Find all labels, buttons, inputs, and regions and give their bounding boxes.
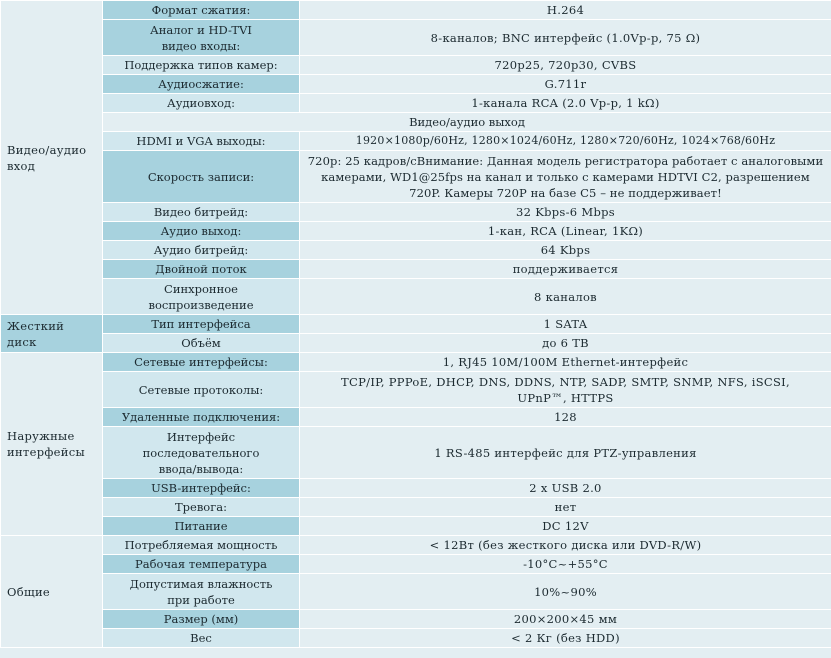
table-row — [1, 315, 831, 334]
table-row — [1, 94, 831, 113]
spec-value: -10°C~+55°C — [300, 555, 831, 574]
spec-value: 2 x USB 2.0 — [300, 479, 831, 498]
table-row — [1, 222, 831, 241]
spec-value: 8 каналов — [300, 279, 831, 315]
spec-value: 1, RJ45 10M/100M Ethernet-интерфейс — [300, 353, 831, 372]
spec-value: 1 RS-485 интерфейс для PTZ-управления — [300, 427, 831, 479]
spec-label: Удаленные подключения: — [103, 408, 300, 427]
table-row — [1, 203, 831, 222]
spec-value: 10%~90% — [300, 574, 831, 610]
spec-value: до 6 TB — [300, 334, 831, 353]
table-row — [1, 151, 831, 203]
specs-table-hdd — [0, 314, 831, 353]
spec-label: Вес — [103, 629, 300, 648]
spec-label: Синхронное воспроизведение — [103, 279, 300, 315]
spec-value: TCP/IP, PPPoE, DHCP, DNS, DDNS, NTP, SADP, SMTP, SNMP, NFS, iSCSI, UPnP™, HTTPS — [300, 372, 831, 408]
table-row — [1, 56, 831, 75]
spec-label: Видео битрейд: — [103, 203, 300, 222]
table-row — [1, 574, 831, 610]
spec-value: G.711r — [300, 75, 831, 94]
spec-value: 1920×1080p/60Hz, 1280×1024/60Hz, 1280×720/60Hz, 1024×768/60Hz — [300, 132, 831, 151]
spec-value: 32 Kbps-6 Mbps — [300, 203, 831, 222]
spec-label: Допустимая влажность при работе — [103, 574, 300, 610]
table-row — [1, 132, 831, 151]
spec-label: Двойной поток — [103, 260, 300, 279]
table-row — [1, 241, 831, 260]
spec-label: Аудио выход: — [103, 222, 300, 241]
spec-value: 128 — [300, 408, 831, 427]
spec-label: Аналог и HD-TVI видео входы: — [103, 20, 300, 56]
spec-label: Тревога: — [103, 498, 300, 517]
table-row — [1, 408, 831, 427]
spec-value: 720p25, 720p30, CVBS — [300, 56, 831, 75]
specs-table-general — [0, 535, 831, 648]
table-row — [1, 279, 831, 315]
table-row — [1, 20, 831, 56]
spec-label: Питание — [103, 517, 300, 536]
spec-label: Интерфейс последовательного ввода/вывода: — [103, 427, 300, 479]
spec-label: HDMI и VGA выходы: — [103, 132, 300, 151]
spec-label: Аудиовход: — [103, 94, 300, 113]
section-subheader: Видео/аудио выход — [103, 113, 831, 132]
table-row — [1, 113, 831, 132]
spec-value: DC 12V — [300, 517, 831, 536]
spec-label: Тип интерфейса — [103, 315, 300, 334]
table-row — [1, 555, 831, 574]
spec-label: Формат сжатия: — [103, 1, 300, 20]
spec-label: Объём — [103, 334, 300, 353]
spec-label: USB-интерфейс: — [103, 479, 300, 498]
group-hdd: Жесткий диск — [1, 315, 103, 353]
table-row — [1, 427, 831, 479]
specs-table-external — [0, 352, 831, 536]
spec-label: Скорость записи: — [103, 151, 300, 203]
spec-label: Сетевые протоколы: — [103, 372, 300, 408]
spec-label: Потребляемая мощность — [103, 536, 300, 555]
group-general: Общие — [1, 536, 103, 648]
table-row — [1, 536, 831, 555]
table-row — [1, 479, 831, 498]
spec-label: Сетевые интерфейсы: — [103, 353, 300, 372]
spec-value: 720p: 25 кадров/сВнимание: Данная модель регистратора работает с аналоговыми камерами, WD1@25fps на канал и только с камерами HDTVI C2, разрешением 720P. Камеры 720P на базе C5 – не поддерживает! — [300, 151, 831, 203]
table-row — [1, 334, 831, 353]
spec-value: 8-каналов; BNC интерфейс (1.0Vp-p, 75 Ω) — [300, 20, 831, 56]
table-row — [1, 629, 831, 648]
spec-value: нет — [300, 498, 831, 517]
spec-label: Размер (мм) — [103, 610, 300, 629]
table-row — [1, 517, 831, 536]
specs-table — [0, 0, 831, 315]
table-row — [1, 1, 831, 20]
spec-value: 1-канала RCA (2.0 Vp-p, 1 kΩ) — [300, 94, 831, 113]
table-row — [1, 353, 831, 372]
spec-label: Аудио битрейд: — [103, 241, 300, 260]
spec-value: 1 SATA — [300, 315, 831, 334]
spec-value: < 12Вт (без жесткого диска или DVD-R/W) — [300, 536, 831, 555]
table-row — [1, 610, 831, 629]
spec-label: Поддержка типов камер: — [103, 56, 300, 75]
table-row — [1, 75, 831, 94]
spec-value: < 2 Кг (без HDD) — [300, 629, 831, 648]
spec-value: 64 Kbps — [300, 241, 831, 260]
spec-value: 1-кан, RCA (Linear, 1KΩ) — [300, 222, 831, 241]
table-row — [1, 498, 831, 517]
spec-value: 200×200×45 мм — [300, 610, 831, 629]
spec-label: Рабочая температура — [103, 555, 300, 574]
group-video-audio: Видео/аудио вход — [1, 1, 103, 315]
group-external: Наружные интерфейсы — [1, 353, 103, 536]
spec-value: поддерживается — [300, 260, 831, 279]
table-row — [1, 372, 831, 408]
spec-value: H.264 — [300, 1, 831, 20]
table-row — [1, 260, 831, 279]
spec-label: Аудиосжатие: — [103, 75, 300, 94]
